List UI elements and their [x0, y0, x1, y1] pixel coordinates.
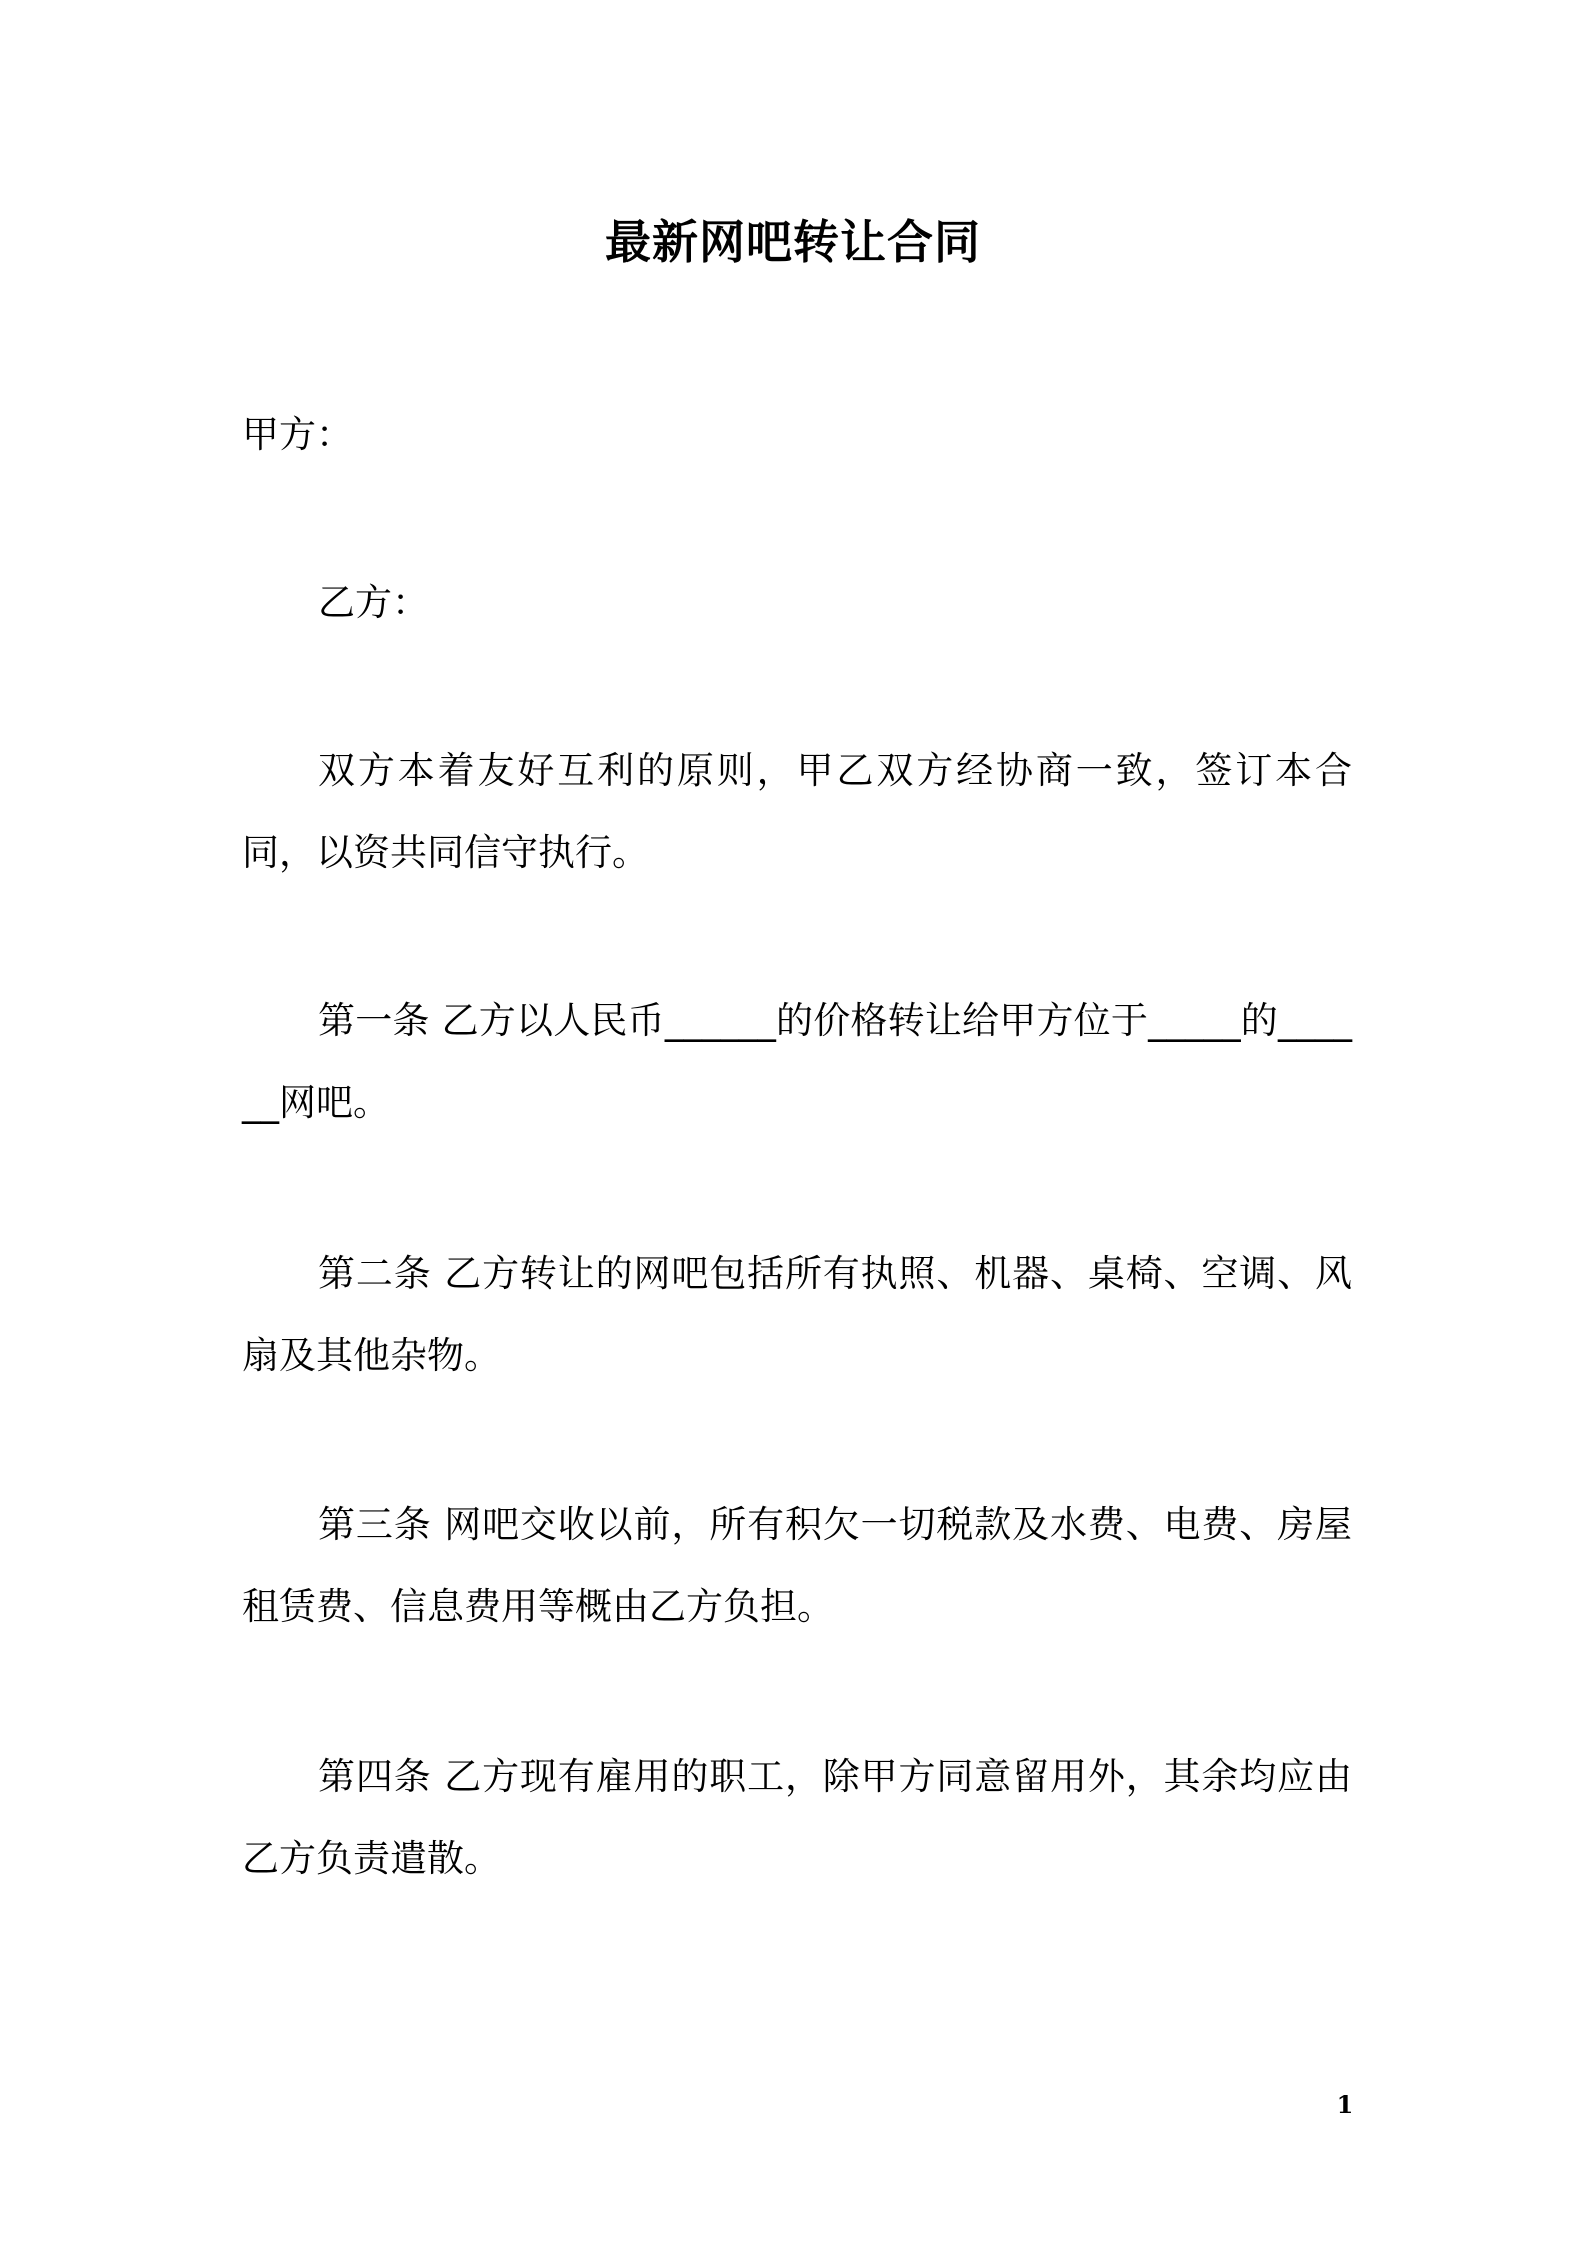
party-b-line: 乙方：	[318, 581, 429, 624]
party-a-line: 甲方：	[242, 413, 353, 456]
article-three-paragraph: 第三条 网吧交收以前，所有积欠一切税款及水费、电费、房屋租赁费、信息费用等概由乙方负担。	[242, 1503, 1352, 1628]
article-four-paragraph: 第四条 乙方现有雇用的职工，除甲方同意留用外，其余均应由乙方负责遣散。	[242, 1755, 1352, 1880]
document-title: 最新网吧转让合同	[605, 215, 981, 269]
page-number: 1	[1336, 2090, 1354, 2119]
article-one-paragraph: 第一条 乙方以人民币______的价格转让给甲方位于_____的______网吧。	[242, 999, 1352, 1124]
article-two-paragraph: 第二条 乙方转让的网吧包括所有执照、机器、桌椅、空调、风扇及其他杂物。	[242, 1252, 1352, 1377]
preamble-paragraph: 双方本着友好互利的原则，甲乙双方经协商一致，签订本合同，以资共同信守执行。	[242, 749, 1352, 874]
